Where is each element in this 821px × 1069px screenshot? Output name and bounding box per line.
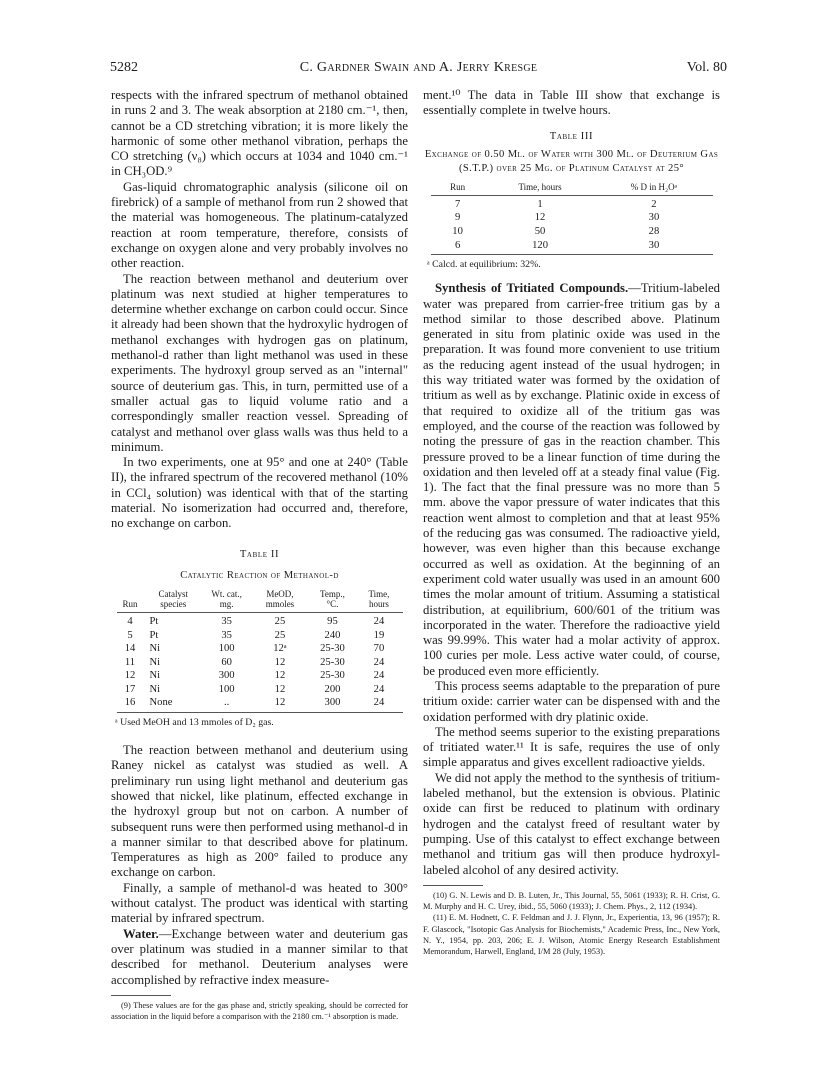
column-header: MeOD, mmoles <box>250 588 309 613</box>
table-cell: Ni <box>149 670 161 682</box>
table-caption: Table II <box>239 548 280 560</box>
volume-label: Vol. 80 <box>686 60 727 75</box>
paragraph-text: —Tritium-labeled water was prepared from carrier-free tritium gas by a method similar to those described above. Platinum generated in situ from platinic oxide was used in the preparation. It was found more convenient to use tritium as the reducing agent instead of the usual hydrogen; in this way tritiated water was formed by the oxidation of tritium as well as by exchange. Platinic oxide in excess of that required to oxidize all of the tritium gas was employed, and the course of the reaction was followed by noting the pressure of gas in the reaction chamber. This pressure proved to be a linear function of time during the oxidation and then leveled off at a steady final value (Fig. 1). The fact that the final pressure was no more than 5 mm. above the vapor pressure of water indicates that this reaction went almost to completion and that at least 95% of the reducing gas was consumed. The radioactive yield, however, was even higher than this because exchange occurred as well as oxidation. At the beginning of an experiment cold water usually was used in an amount 600 times the molar amount of tritium. Assuming a statistical distribution, at equilibrium, 600/601 of the tritium was incorporated in the water. Therefore the radioactive yield was 99.99%. This water had a molar activity of approx. 100 curies per mole. Less active water could, of course, be produced even more efficiently. <box>423 281 720 678</box>
table-cell: 35 <box>221 629 232 641</box>
table-row <box>431 211 713 225</box>
table-cell: 12 <box>124 670 136 682</box>
table-cell: Pt <box>149 629 159 641</box>
table-cell: 24 <box>355 696 402 712</box>
table-cell: 12 <box>250 696 309 712</box>
table-cell: None <box>144 696 203 712</box>
paragraph: The reaction between methanol and deuterium over platinum was next studied at higher temperatures to determine whether exchange on carbon could occur. Since it already had been shown that the hydroxylic hydrogen of methanol exchanges with hydrogen gas on platinum, methanol-d rather than light methanol was used in these experiments. The hydroxyl group served as an "internal" source of deuterium gas. This, in turn, permitted use of a smaller actual gas to liquid volume ratio and a correspondingly smaller reaction vessel. Spreading of catalyst and methanol over glass walls was thus held to a minimum. <box>111 271 408 454</box>
footnote-rule <box>111 995 171 996</box>
table-cell: Ni <box>149 683 161 695</box>
data-table <box>117 588 403 713</box>
paragraph: The method seems superior to the existing preparations of tritiated water.¹¹ It is safe, requires the use of only simple apparatus and gives excellent radioactive yields. <box>423 724 720 770</box>
paragraph <box>111 927 408 988</box>
table-title: Catalytic Reaction of Methanol-d <box>180 569 339 581</box>
footnotes <box>111 1000 408 1023</box>
table-cell: 6 <box>431 239 485 255</box>
footnotes <box>423 890 720 958</box>
table-cell: .. <box>203 696 250 712</box>
table-row <box>117 656 403 670</box>
table-cell: 7 <box>454 198 461 210</box>
table-cell: 12 <box>274 670 286 682</box>
paragraph: This process seems adaptable to the preparation of pure tritium oxide: carrier water can be dispensed with and the oxidation performed with dry platinic oxide. <box>423 678 720 724</box>
table-cell: 9 <box>454 212 461 224</box>
table-row <box>431 225 713 239</box>
table-ii <box>111 547 408 729</box>
footnote: (9) These values are for the gas phase and, strictly speaking, should be corrected for association in the liquid before a comparison with the 2180 cm.⁻¹ absorption is made. <box>111 1000 408 1022</box>
table-footnote: ᵃ Calcd. at equilibrium: 32%. <box>427 259 541 271</box>
table-row <box>117 642 403 656</box>
table-cell: 12ᵃ <box>273 643 287 655</box>
paragraph <box>423 281 720 679</box>
column-header: Catalyst species <box>144 588 203 613</box>
table-cell: 24 <box>373 670 385 682</box>
table-cell: 95 <box>327 615 338 627</box>
table-cell: 11 <box>124 656 136 668</box>
table-row <box>431 239 713 255</box>
table-cell: 25-30 <box>320 656 345 668</box>
table-cell: Ni <box>149 656 161 668</box>
table-cell: 2 <box>651 198 657 210</box>
table-cell: 24 <box>373 615 385 627</box>
table-row <box>117 669 403 683</box>
page-number: 5282 <box>110 60 138 75</box>
table-cell: 10 <box>452 226 463 238</box>
column-header: Time, hours <box>355 588 402 613</box>
table-cell: 28 <box>648 226 660 238</box>
table-cell: 12 <box>274 683 286 695</box>
paragraph-text: —Exchange between water and deuterium gas over platinum was studied in a manner similar to that described for methanol. Deuterium analyses were accomplished by refractive index measure- <box>111 926 408 987</box>
table-cell: 120 <box>485 239 596 255</box>
table-cell: 12 <box>274 656 286 668</box>
table-row <box>117 696 403 712</box>
section-heading: Synthesis of Tritiated Compounds. <box>435 281 629 296</box>
table-cell: 100 <box>218 683 235 695</box>
table-cell: 12 <box>534 212 546 224</box>
table-cell: 50 <box>534 226 546 238</box>
paragraph: ment.¹⁰ The data in Table III show that exchange is essentially complete in twelve hours. <box>423 88 720 118</box>
table-cell: 200 <box>324 683 341 695</box>
column-header: Run <box>117 588 144 613</box>
paragraph: In two experiments, one at 95° and one at 240° (Table II), the infrared spectrum of the recovered methanol (10% in CCl₄ solution) was identical with that of the starting material. No isomerization had occurred and, therefore, no exchange on carbon. <box>111 455 408 531</box>
column-header: Wt. cat., mg. <box>203 588 250 613</box>
table-footnote: ᵃ Used MeOH and 13 mmoles of D₂ gas. <box>115 717 274 729</box>
table-cell: 300 <box>218 670 235 682</box>
table-cell: 35 <box>221 615 232 627</box>
running-head-authors: C. Gardner Swain and A. Jerry Kresge <box>299 60 538 75</box>
paragraph: Finally, a sample of methanol-d was heated to 300° without catalyst. The product was identical with starting material by infrared spectrum. <box>111 880 408 926</box>
table-cell: 100 <box>218 643 235 655</box>
table-row <box>117 629 403 643</box>
table-row <box>117 683 403 697</box>
column-header: % D in H₂Oᵃ <box>595 181 712 196</box>
data-table <box>431 181 713 255</box>
table-row <box>117 612 403 628</box>
column-header: Run <box>431 181 485 196</box>
table-iii <box>423 129 720 272</box>
table-cell: 30 <box>595 239 712 255</box>
table-cell: 60 <box>221 656 232 668</box>
footnote: (11) E. M. Hodnett, C. F. Feldman and J. J. Flynn, Jr., Experientia, 13, 96 (1957); R. F. Glascock, "Isotopic Gas Analysis for Biochemists," Academic Press, Inc., New York, N. Y., 1954, pp. 203, 206; E. J. Wilson, Atomic Energy Research Establishment Memorandum, Harwell, England, I/M 28 (July, 1953). <box>423 913 720 957</box>
footnote-rule <box>423 885 483 886</box>
table-cell: 240 <box>324 629 341 641</box>
table-cell: 14 <box>124 643 136 655</box>
table-cell: 4 <box>127 615 133 627</box>
left-column <box>111 88 408 1022</box>
table-cell: Pt <box>149 615 159 627</box>
table-cell: 16 <box>117 696 144 712</box>
table-cell: 5 <box>127 629 133 641</box>
table-cell: 25-30 <box>320 670 345 682</box>
table-cell: 30 <box>648 212 660 224</box>
paragraph: We did not apply the method to the synthesis of tritium-labeled methanol, but the extension is obvious. Platinic oxide can first be reduced to platinum with ordinary hydrogen and the catalyst freed of resultant water by pumping. Use of this catalyst to effect exchange between methanol and tritium gas will then produce hydroxyl-labeled alcohol of any desired activity. <box>423 770 720 877</box>
table-cell: 1 <box>537 198 543 210</box>
table-row <box>431 195 713 211</box>
table-cell: 24 <box>373 683 385 695</box>
column-header: Time, hours <box>485 181 596 196</box>
right-column <box>423 88 720 958</box>
paragraph: The reaction between methanol and deuterium using Raney nickel as catalyst was studied as well. A preliminary run using light methanol and deuterium gas showed that nickel, like platinum, effected exchange in the hydroxyl group but not on carbon. A number of subsequent runs were then performed using methanol-d in a manner similar to that described above for platinum. Temperatures as high as 200° failed to produce any exchange on carbon. <box>111 743 408 880</box>
footnote: (10) G. N. Lewis and D. B. Luten, Jr., This Journal, 55, 5061 (1933); R. H. Crist, G. M. Murphy and H. C. Urey, ibid., 55, 5060 (1933); J. Chem. Phys., 2, 112 (1934). <box>423 890 720 912</box>
table-cell: 24 <box>373 656 385 668</box>
table-cell: 25 <box>274 629 286 641</box>
section-heading: Water. <box>123 926 159 941</box>
table-cell: 17 <box>124 683 136 695</box>
paragraph: respects with the infrared spectrum of methanol obtained in runs 2 and 3. The weak absorption at 2180 cm.⁻¹, then, cannot be a CD stretching vibration; it is more likely the harmonic of some other methanol vibration, perhaps the CO stretching (ν₈) which occurs at 1034 and 1040 cm.⁻¹ in CH₃OD.⁹ <box>111 88 408 179</box>
table-caption: Table III <box>549 130 594 142</box>
page-header <box>110 60 727 80</box>
table-cell: 300 <box>310 696 356 712</box>
table-cell: 70 <box>373 643 385 655</box>
table-cell: 25-30 <box>320 643 345 655</box>
column-header: Temp., °C. <box>310 588 356 613</box>
paragraph: Gas-liquid chromatographic analysis (silicone oil on firebrick) of a sample of methanol from run 2 showed that the material was homogeneous. The platinum-catalyzed reaction at room temperature, therefore, consists of exchange on oxygen alone and very probably involves no other reaction. <box>111 179 408 271</box>
table-title: Exchange of 0.50 Ml. of Water with 300 Ml. of Deuterium Gas (S.T.P.) over 25 Mg. of Platinum Catalyst at 25° <box>424 148 719 174</box>
table-cell: 25 <box>274 615 286 627</box>
table-cell: Ni <box>149 643 161 655</box>
table-cell: 19 <box>373 629 385 641</box>
